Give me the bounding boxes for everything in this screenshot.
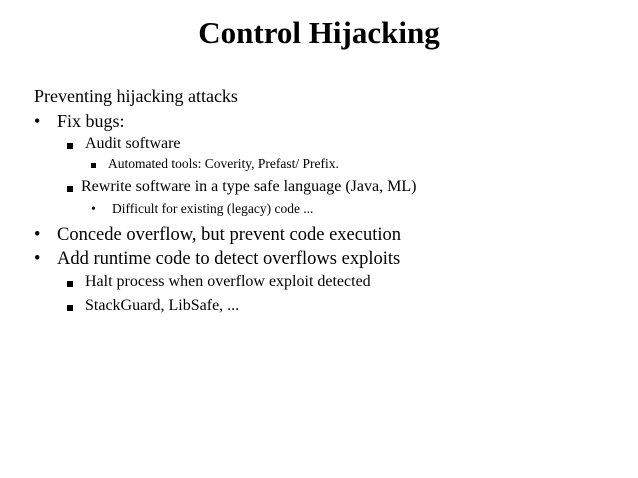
dot-bullet-icon: • [91, 201, 96, 216]
bullet-dot-icon: • [34, 225, 41, 245]
bullet-dot-icon: • [34, 249, 41, 269]
square-bullet-icon [67, 281, 73, 287]
square-bullet-icon [91, 163, 96, 168]
square-bullet-icon [67, 186, 73, 192]
difficult-legacy-item: Difficult for existing (legacy) code ... [112, 201, 314, 216]
square-bullet-icon [67, 143, 73, 149]
rewrite-software-item: Rewrite software in a type safe language (Java, ML) [81, 178, 417, 195]
add-runtime-item: Add runtime code to detect overflows exploits [57, 249, 401, 269]
square-bullet-icon [67, 305, 73, 311]
stackguard-item: StackGuard, LibSafe, ... [85, 297, 240, 314]
slide-title: Control Hijacking [198, 15, 440, 50]
bullet-dot-icon: • [34, 111, 41, 131]
halt-process-item: Halt process when overflow exploit detected [85, 273, 371, 290]
intro-text: Preventing hijacking attacks [34, 86, 238, 106]
concede-overflow-item: Concede overflow, but prevent code execution [57, 225, 402, 245]
automated-tools-item: Automated tools: Coverity, Prefast/ Prefix. [108, 156, 339, 171]
audit-software-item: Audit software [85, 135, 181, 152]
fix-bugs-item: Fix bugs: [57, 111, 125, 131]
